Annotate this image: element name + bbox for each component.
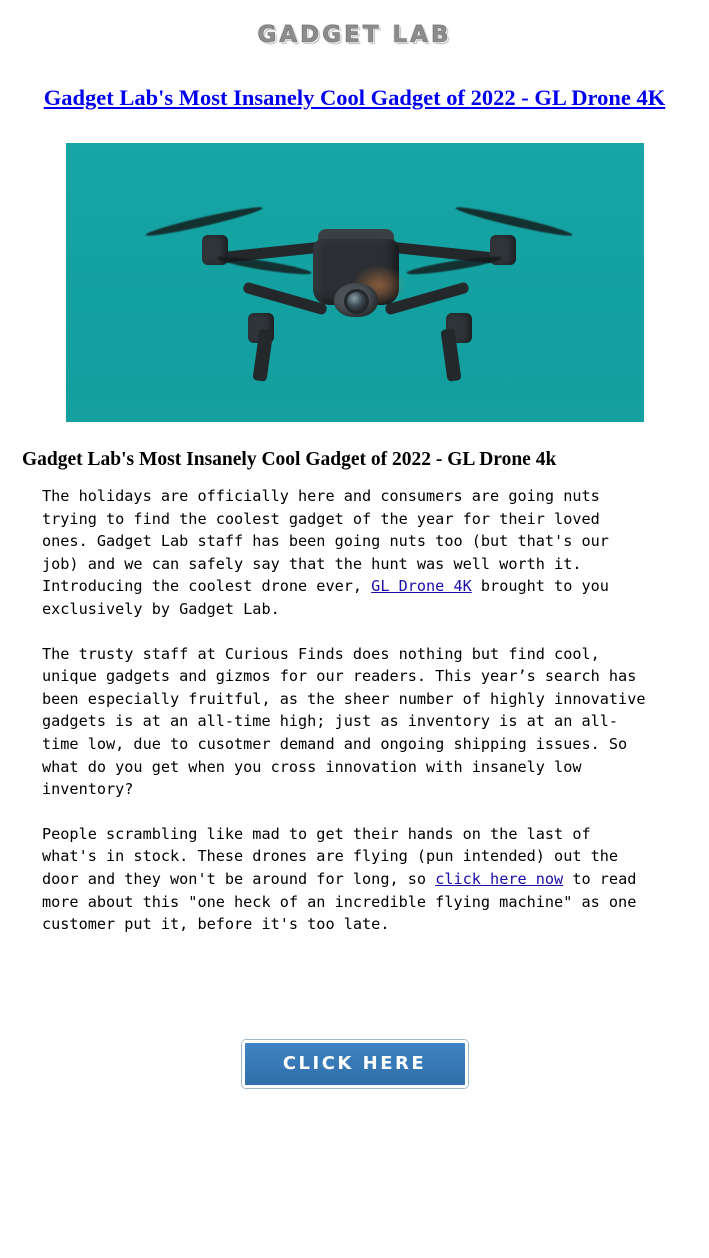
paragraph-1-text-after: brought to you exclusively by Gadget Lab. xyxy=(42,577,609,618)
camera-lens-icon xyxy=(344,289,369,314)
paragraph-3-text-before: People scrambling like mad to get their hands on the last of what's in stock. These drones are flying (pun intended) out the door and they won't be around for long, so xyxy=(42,824,619,888)
paragraph-1-text-before: The holidays are officially here and consumers are going nuts trying to find the coolest gadget of the year for their loved ones. Gadget Lab staff has been going nuts too (but that's our job) and we can safely say that the hunt was well worth it. Introducing the coolest drone ever, xyxy=(42,487,609,596)
headline-link[interactable]: Gadget Lab's Most Insanely Cool Gadget of 2022 - GL Drone 4K xyxy=(43,85,666,110)
article-subhead: Gadget Lab's Most Insanely Cool Gadget of 2022 - GL Drone 4k xyxy=(22,449,557,470)
cta-container xyxy=(0,958,709,1112)
drone-hero-image xyxy=(66,143,644,422)
paragraph-1 xyxy=(42,485,649,621)
article-body xyxy=(0,477,709,936)
hero-image-container xyxy=(0,129,709,427)
paragraph-3-text-after: to read more about this "one heck of an incredible flying machine" as one customer put it, before it's too late. xyxy=(42,869,637,934)
gl-drone-4k-link[interactable]: GL Drone 4K xyxy=(371,577,472,596)
paragraph-2: The trusty staff at Curious Finds does nothing but find cool, unique gadgets and gizmos for our readers. This year’s search has been especially fruitful, as the sheer number of highly innovative gadgets is at an all-time high; just as inventory is at an all-time low, due to cusotmer demand and ongoing shipping issues. So what do you get when you cross innovation with insanely low inventory? xyxy=(42,644,646,799)
headline-container xyxy=(0,54,709,129)
paragraph-3 xyxy=(42,823,649,936)
brand-logo: GADGET LAB xyxy=(257,22,452,48)
click-here-now-link[interactable]: click here now xyxy=(435,869,564,888)
click-here-button[interactable]: CLICK HERE xyxy=(242,1040,468,1088)
masthead xyxy=(0,0,709,54)
